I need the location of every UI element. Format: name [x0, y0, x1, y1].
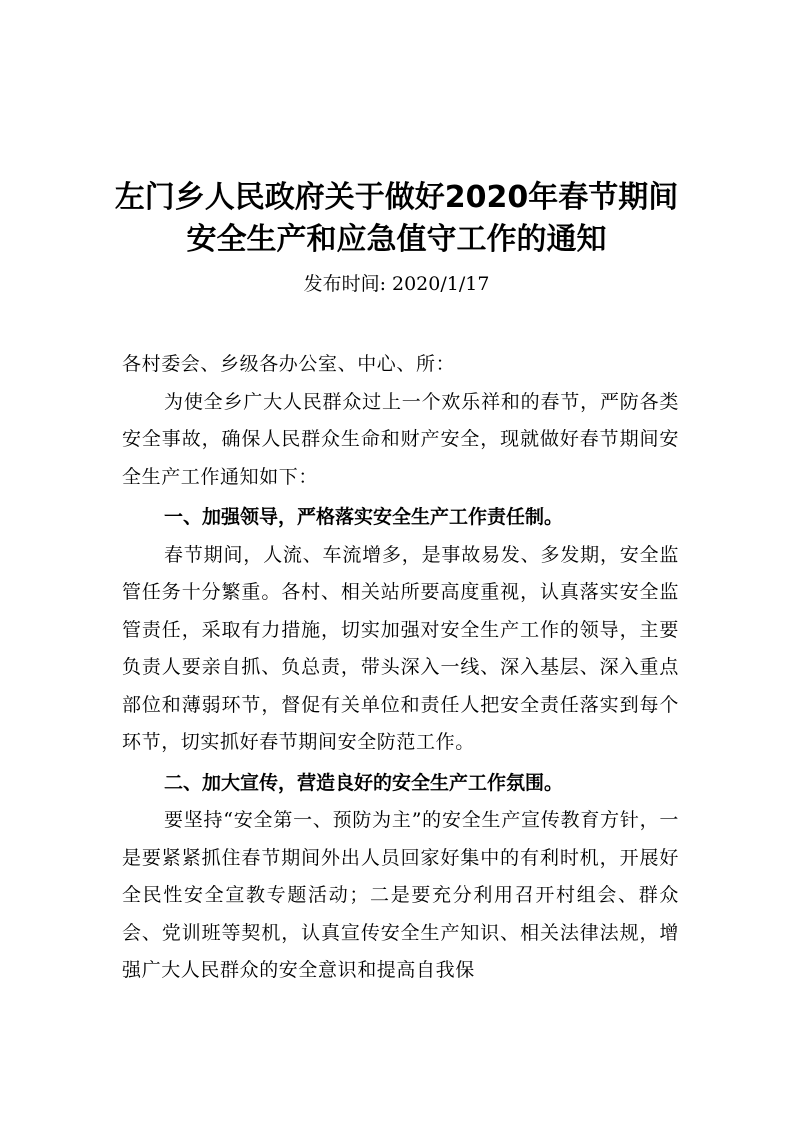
section-1-paragraph: 春节期间，人流、车流增多，是事故易发、多发期，安全监管任务十分繁重。各村、相关站所要高度重视，认真落实安全监管责任，采取有力措施，切实加强对安全生产工作的领导，主要负责人要亲自抓、负总责，带头深入一线、深入基层、深入重点部位和薄弱环节，督促有关单位和责任人把安全责任落实到每个环节，切实抓好春节期间安全防范工作。	[122, 543, 679, 753]
publish-time: 发布时间: 2020/1/17	[303, 273, 490, 295]
section-2-heading: 二、加大宣传，营造良好的安全生产工作氛围。	[164, 771, 564, 794]
document-title-line-2: 安全生产和应急值守工作的通知	[186, 222, 607, 257]
document-body	[122, 346, 679, 990]
intro-paragraph: 为使全乡广大人民群众过上一个欢乐祥和的春节，严防各类安全事故，确保人民群众生命和财产安全，现就做好春节期间安全生产工作通知如下：	[122, 390, 679, 488]
salutation: 各村委会、乡级各办公室、中心、所：	[122, 353, 456, 375]
section-1-heading: 一、加强领导，严格落实安全生产工作责任制。	[164, 506, 564, 528]
document-title-line-1: 左门乡人民政府关于做好2020年春节期间	[114, 180, 679, 215]
section-2-paragraph: 要坚持“安全第一、预防为主”的安全生产宣传教育方针，一是要紧紧抓住春节期间外出人员回家好集中的有利时机，开展好全民性安全宣教专题活动；二是要充分利用召开村组会、群众会、党训班等契机，认真宣传安全生产知识、相关法律法规，增强广大人民群众的安全意识和提高自我保	[122, 809, 679, 981]
